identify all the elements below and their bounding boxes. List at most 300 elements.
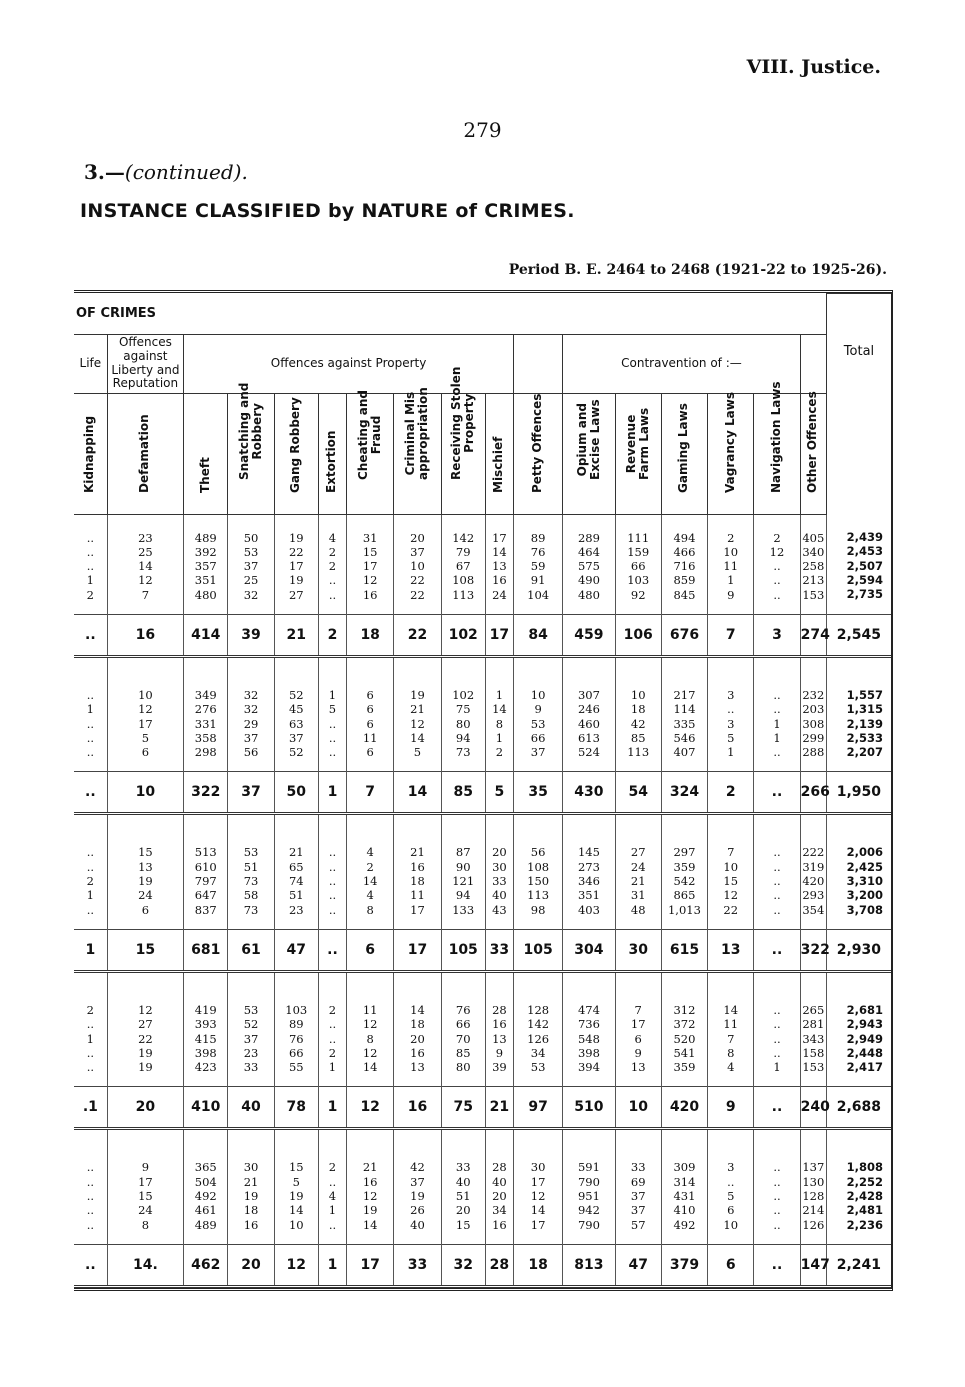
table-value: 73 <box>243 874 259 889</box>
table-value: 16 <box>362 1174 378 1189</box>
summary-cell: 2,930 <box>826 929 891 971</box>
summary-cell: 35 <box>513 772 562 814</box>
col-label-line: Farm Laws <box>637 407 652 480</box>
spacer-cell <box>107 917 183 930</box>
col-header-navigation <box>754 380 800 514</box>
separator-cell <box>74 656 107 672</box>
table-value: 10 <box>410 559 425 574</box>
table-value: 460 <box>577 716 600 731</box>
separator-cell <box>661 971 707 987</box>
summary-cell: 14. <box>107 1244 183 1286</box>
table-value: 2,425 <box>846 859 883 874</box>
col-label-line: Criminal Mis <box>403 391 418 475</box>
table-value: 2,428 <box>846 1189 883 1204</box>
table-value: 28 <box>492 1160 507 1175</box>
table-value: 19 <box>362 1203 378 1218</box>
summary-cell: 615 <box>661 929 707 971</box>
spacer-cell <box>184 759 228 772</box>
col-label-line: Robbery <box>250 402 264 460</box>
table-value: 4 <box>366 888 374 903</box>
table-value: 33 <box>630 1160 646 1175</box>
table-value: 30 <box>243 1160 259 1175</box>
value-column-cell <box>394 514 441 602</box>
col-header-other <box>800 390 826 514</box>
table-value: 372 <box>673 1017 696 1032</box>
summary-cell: 32 <box>441 1244 485 1286</box>
table-value: 8 <box>366 1031 374 1046</box>
table-value: 11 <box>410 888 425 903</box>
spacer-cell <box>394 602 441 615</box>
spacer-cell <box>661 759 707 772</box>
spacer-cell <box>228 1074 274 1087</box>
table-value: 16 <box>410 1045 425 1060</box>
block-separator <box>74 656 891 672</box>
table-value: 15 <box>138 1189 153 1204</box>
table-value: 837 <box>194 902 217 917</box>
table-value: 52 <box>243 1017 259 1032</box>
summary-cell: 17 <box>485 614 513 656</box>
table-value: 19 <box>410 1189 425 1204</box>
col-header-criminal-misappropriation <box>394 386 441 514</box>
spacer-cell <box>74 1232 107 1245</box>
separator-cell <box>563 971 615 987</box>
table-value: 39 <box>492 1060 507 1075</box>
value-column-cell <box>708 829 754 916</box>
table-value: 10 <box>723 1217 739 1232</box>
spacer-cell <box>485 602 513 615</box>
table-value: 489 <box>194 530 217 545</box>
summary-cell: .. <box>318 929 346 971</box>
summary-cell: 813 <box>563 1244 615 1286</box>
spacer-cell <box>347 1232 394 1245</box>
table-value: 22 <box>410 573 425 588</box>
summary-cell: 414 <box>184 614 228 656</box>
spacer-cell <box>394 917 441 930</box>
table-value: .. <box>328 874 337 889</box>
summary-cell: 1,950 <box>826 772 891 814</box>
table-value: 2,949 <box>846 1031 883 1046</box>
spacer-cell <box>615 917 661 930</box>
table-number: 3.— <box>84 160 125 184</box>
separator-cell <box>184 971 228 987</box>
table-value: 542 <box>673 874 696 889</box>
col-header-petty-offences <box>513 393 562 514</box>
spacer-cell <box>563 1232 615 1245</box>
table-value: 76 <box>288 1031 304 1046</box>
table-value: 9 <box>727 587 735 602</box>
table-value: 58 <box>243 888 259 903</box>
summary-cell: 410 <box>184 1087 228 1129</box>
col-label-line: Property <box>462 393 477 453</box>
table-value: 859 <box>673 573 696 588</box>
table-value: 98 <box>530 902 546 917</box>
table-value: 56 <box>530 845 546 860</box>
table-value: 20 <box>410 530 425 545</box>
separator-cell <box>274 814 318 830</box>
table-value: 20 <box>410 1031 425 1046</box>
separator-cell <box>347 656 394 672</box>
table-value: .. <box>773 573 781 588</box>
table-value: 312 <box>673 1002 696 1017</box>
separator-cell <box>184 814 228 830</box>
value-column-cell <box>441 672 485 759</box>
table-value: 89 <box>530 530 546 545</box>
table-value: 6 <box>366 702 374 717</box>
summary-cell: 85 <box>441 772 485 814</box>
table-value: 80 <box>455 716 471 731</box>
table-value: 288 <box>802 745 825 760</box>
separator-cell <box>754 814 800 830</box>
table-value: .. <box>773 1045 781 1060</box>
table-value: 27 <box>630 845 646 860</box>
separator-cell <box>394 1129 441 1145</box>
table-value: 5 <box>141 730 150 745</box>
summary-cell: 676 <box>661 614 707 656</box>
spacer-cell <box>107 602 183 615</box>
table-value: 6 <box>727 1203 735 1218</box>
value-column-cell <box>661 987 707 1074</box>
table-value: 37 <box>630 1189 646 1204</box>
table-value: 53 <box>530 1060 546 1075</box>
table-value: 111 <box>627 530 650 545</box>
table-value: 2,481 <box>846 1203 883 1218</box>
table-value: 2,735 <box>846 587 883 602</box>
table-value: 423 <box>194 1060 217 1075</box>
value-column-cell <box>754 672 800 759</box>
value-column-cell <box>274 987 318 1074</box>
table-value: 474 <box>577 1002 600 1017</box>
table-value: 16 <box>410 859 425 874</box>
table-value: 6 <box>366 716 374 731</box>
table-value: 2 <box>328 559 337 574</box>
value-column-cell <box>513 514 562 602</box>
table-value: 22 <box>723 902 739 917</box>
table-value: 647 <box>194 888 217 903</box>
summary-cell: 322 <box>800 929 826 971</box>
summary-cell: 33 <box>485 929 513 971</box>
table-value: 489 <box>194 1217 217 1232</box>
summary-cell: 510 <box>563 1087 615 1129</box>
table-value: .. <box>328 730 337 745</box>
summary-cell: 21 <box>274 614 318 656</box>
table-value: 5 <box>413 745 422 760</box>
spacer-cell <box>513 917 562 930</box>
table-value: .. <box>86 716 94 731</box>
separator-cell <box>184 656 228 672</box>
separator-cell <box>394 971 441 987</box>
spacer-cell <box>708 1232 754 1245</box>
table-value: 349 <box>194 687 217 702</box>
table-value: 410 <box>673 1203 696 1218</box>
summary-cell: 2,545 <box>826 614 891 656</box>
table-value: 37 <box>410 1174 425 1189</box>
table-value: 51 <box>243 859 259 874</box>
spacer-cell <box>826 1074 891 1087</box>
table-value: 23 <box>243 1045 259 1060</box>
col-label <box>450 366 476 479</box>
value-column-cell <box>441 514 485 602</box>
table-value: 31 <box>362 530 378 545</box>
separator-cell <box>318 814 346 830</box>
table-value: 73 <box>243 902 259 917</box>
table-value: 67 <box>455 559 471 574</box>
table-value: 357 <box>194 559 217 574</box>
spacer-cell <box>274 1074 318 1087</box>
table-value: 407 <box>673 745 696 760</box>
table-value: 15 <box>362 544 378 559</box>
table-value: .. <box>328 902 337 917</box>
table-value: 65 <box>288 859 304 874</box>
table-value: 113 <box>627 745 650 760</box>
spacer-cell <box>708 917 754 930</box>
table-value: 2,006 <box>846 845 883 860</box>
spacer-cell <box>563 917 615 930</box>
col-label-line: Excise Laws <box>587 398 602 480</box>
table-value: 130 <box>802 1174 825 1189</box>
spacer-cell <box>347 1074 394 1087</box>
table-value: 1 <box>773 716 781 731</box>
table-value: 128 <box>527 1002 550 1017</box>
table-value: 21 <box>410 845 425 860</box>
table-value: 25 <box>243 573 259 588</box>
col-label: Petty Offences <box>530 393 545 493</box>
spacer-cell <box>826 759 891 772</box>
table-value: 29 <box>243 716 259 731</box>
spacer-cell <box>274 917 318 930</box>
summary-cell: 1 <box>74 929 107 971</box>
table-value: 276 <box>194 702 217 717</box>
col-header-vagrancy <box>708 393 754 514</box>
table-value: 14 <box>138 559 153 574</box>
table-value: 12 <box>723 888 739 903</box>
separator-cell <box>513 1129 562 1145</box>
summary-cell: 18 <box>347 614 394 656</box>
col-label: Extortion <box>324 430 339 493</box>
table-value: 23 <box>138 530 153 545</box>
table-value: 19 <box>138 1045 153 1060</box>
col-header-revenue-farm <box>615 393 661 514</box>
spacer-cell <box>318 1074 346 1087</box>
table-value: 74 <box>288 874 304 889</box>
table-value: 9 <box>495 1045 504 1060</box>
value-column-cell <box>754 987 800 1074</box>
table-value: 415 <box>194 1031 217 1046</box>
table-value: 17 <box>138 1174 153 1189</box>
value-column-cell <box>184 987 228 1074</box>
summary-cell: 430 <box>563 772 615 814</box>
table-value: 10 <box>138 687 153 702</box>
block-separator <box>74 1129 891 1145</box>
table-value: 6 <box>141 745 150 760</box>
table-value: 33 <box>455 1160 471 1175</box>
value-column-cell <box>184 672 228 759</box>
value-column-cell <box>513 829 562 916</box>
table-value: 246 <box>577 702 600 717</box>
value-column-cell <box>394 1144 441 1231</box>
table-value: 31 <box>630 888 646 903</box>
table-value: 217 <box>673 687 696 702</box>
value-column-cell <box>74 672 107 759</box>
value-column-cell <box>800 672 826 759</box>
value-column-cell <box>394 987 441 1074</box>
table-value: 6 <box>366 687 374 702</box>
value-column-cell <box>826 514 891 602</box>
table-value: 273 <box>577 859 600 874</box>
table-value: 354 <box>802 902 825 917</box>
table-value: 17 <box>410 902 425 917</box>
value-column-cell <box>615 829 661 916</box>
separator-cell <box>274 971 318 987</box>
table-value: 20 <box>492 845 507 860</box>
spacer-cell <box>800 602 826 615</box>
table-value: 113 <box>452 587 475 602</box>
table-value: 359 <box>673 1060 696 1075</box>
table-value: 490 <box>577 573 600 588</box>
value-column-cell <box>347 829 394 916</box>
summary-cell: 462 <box>184 1244 228 1286</box>
group-header-petty-blank <box>513 334 562 393</box>
summary-cell: 21 <box>485 1087 513 1129</box>
table-value: 51 <box>455 1189 471 1204</box>
col-header-defamation <box>107 393 183 514</box>
table-value: 2,417 <box>846 1060 883 1075</box>
table-value: 15 <box>288 1160 304 1175</box>
value-column-cell <box>107 1144 183 1231</box>
value-column-cell <box>513 672 562 759</box>
spacer-cell <box>708 759 754 772</box>
table-value: 142 <box>452 530 475 545</box>
spacer-cell <box>826 1232 891 1245</box>
separator-cell <box>107 971 183 987</box>
table-value: 4 <box>366 845 374 860</box>
table-value: 126 <box>802 1217 825 1232</box>
table-value: 14 <box>362 1217 378 1232</box>
table-value: 1 <box>495 730 504 745</box>
table-value: 340 <box>802 544 825 559</box>
table-value: 12 <box>362 1189 378 1204</box>
table-value: 11 <box>362 730 378 745</box>
table-value: 32 <box>243 702 259 717</box>
spacer-cell <box>485 1232 513 1245</box>
spacer-cell <box>184 1232 228 1245</box>
table-value: 308 <box>802 716 825 731</box>
col-header-extortion <box>318 393 346 514</box>
table-value: .. <box>86 1217 94 1232</box>
table-value: .. <box>328 1017 337 1032</box>
separator-cell <box>661 814 707 830</box>
table-value: 232 <box>802 687 825 702</box>
spacer-cell <box>107 1074 183 1087</box>
table-value: 1,557 <box>846 687 883 702</box>
col-label: Gang Robbery <box>288 396 303 493</box>
col-label <box>404 387 430 480</box>
spacer-cell <box>754 1232 800 1245</box>
value-column-cell <box>394 672 441 759</box>
table-value: 11 <box>723 1017 739 1032</box>
separator-cell <box>661 656 707 672</box>
spacer-cell <box>513 1232 562 1245</box>
spacer-cell <box>318 1232 346 1245</box>
table-value: 108 <box>452 573 475 588</box>
table-value: 37 <box>288 730 304 745</box>
table-value: 73 <box>455 745 471 760</box>
separator-cell <box>394 656 441 672</box>
summary-cell: 2 <box>708 772 754 814</box>
summary-row <box>74 1087 891 1129</box>
spacer-cell <box>228 602 274 615</box>
separator-cell <box>708 814 754 830</box>
col-label <box>357 390 383 480</box>
spacer-cell <box>74 1074 107 1087</box>
table-value: .. <box>727 702 735 717</box>
table-value: 7 <box>141 587 150 602</box>
table-value: 2 <box>328 544 337 559</box>
summary-cell: 40 <box>228 1087 274 1129</box>
table-value: 66 <box>630 559 646 574</box>
table-value: 24 <box>630 859 646 874</box>
table-value: 7 <box>727 1031 735 1046</box>
table-value: 19 <box>410 687 425 702</box>
spacer-cell <box>184 917 228 930</box>
table-value: .. <box>86 1203 94 1218</box>
spacer-row <box>74 1074 891 1087</box>
separator-cell <box>754 971 800 987</box>
value-column-cell <box>485 987 513 1074</box>
summary-cell: 9 <box>708 1087 754 1129</box>
col-label: Defamation <box>137 413 152 493</box>
year-rows-group <box>74 829 891 916</box>
table-value: 66 <box>530 730 546 745</box>
table-value: 351 <box>194 573 217 588</box>
table-value: 5 <box>727 730 735 745</box>
summary-cell: 12 <box>274 1244 318 1286</box>
separator-cell <box>274 656 318 672</box>
table-value: 13 <box>630 1060 646 1075</box>
summary-cell: 105 <box>441 929 485 971</box>
table-value: 297 <box>673 845 696 860</box>
year-rows-group <box>74 672 891 759</box>
table-value: .. <box>773 559 781 574</box>
table-value: .. <box>328 859 337 874</box>
summary-cell: 681 <box>184 929 228 971</box>
group-header-contravention: Contravention of :— <box>563 334 800 393</box>
table-value: .. <box>328 1217 337 1232</box>
table-value: .. <box>86 730 94 745</box>
table-value: 121 <box>452 874 475 889</box>
table-value: 1,808 <box>846 1160 883 1175</box>
value-column-cell <box>513 987 562 1074</box>
table-value: 90 <box>455 859 471 874</box>
spacer-cell <box>394 1074 441 1087</box>
separator-cell <box>661 1129 707 1145</box>
table-value: 27 <box>138 1017 153 1032</box>
value-column-cell <box>615 1144 661 1231</box>
value-column-cell <box>513 1144 562 1231</box>
table-value: 55 <box>288 1060 304 1075</box>
spacer-cell <box>615 1074 661 1087</box>
separator-cell <box>826 656 891 672</box>
table-value: 14 <box>723 1002 739 1017</box>
table-value: 736 <box>577 1017 600 1032</box>
table-value: 22 <box>410 587 425 602</box>
spacer-cell <box>754 602 800 615</box>
value-column-cell <box>274 1144 318 1231</box>
table-value: 10 <box>723 544 739 559</box>
separator-cell <box>485 971 513 987</box>
table-value: 2 <box>495 745 504 760</box>
separator-cell <box>441 656 485 672</box>
value-column-cell <box>184 829 228 916</box>
